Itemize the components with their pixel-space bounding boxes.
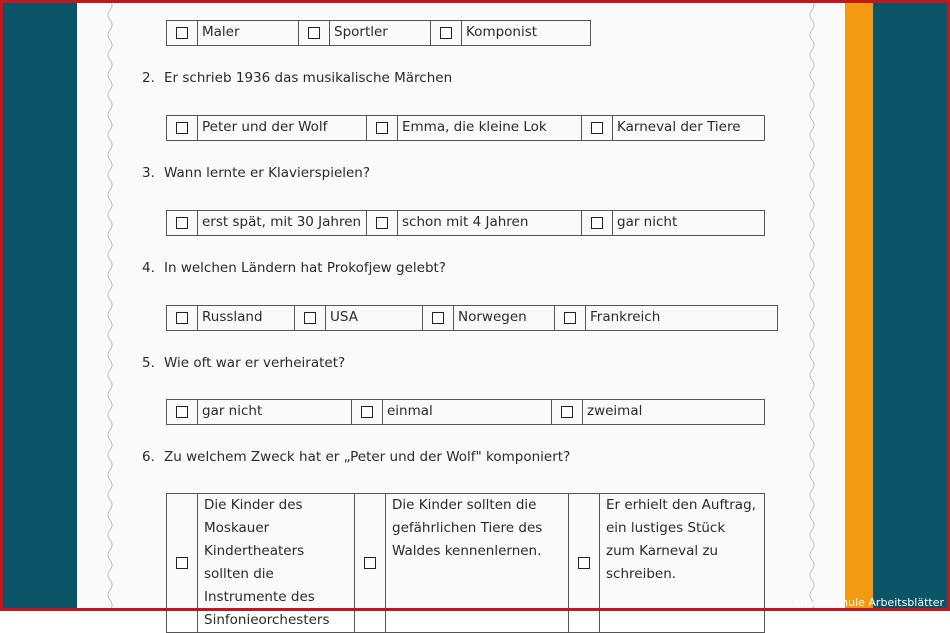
- question-text: In welchen Ländern hat Prokofjew gelebt?: [164, 260, 446, 276]
- q6-checkbox-3[interactable]: [569, 494, 600, 633]
- q1-option-3: Komponist: [462, 21, 591, 46]
- checkbox-icon: [591, 217, 603, 229]
- checkbox-icon: [308, 27, 320, 39]
- q1-checkbox-1[interactable]: [167, 21, 198, 46]
- checkbox-icon: [176, 217, 188, 229]
- checkbox-icon: [564, 312, 576, 324]
- checkbox-icon: [376, 122, 388, 134]
- q4-checkbox-4[interactable]: [555, 306, 586, 331]
- checkbox-icon: [176, 122, 188, 134]
- q6-option-3: Er erhielt den Auftrag, ein lustiges Stück zum Karneval zu schreiben.: [600, 494, 765, 633]
- q5-checkbox-3[interactable]: [552, 400, 583, 425]
- question-text: Wie oft war er verheiratet?: [164, 355, 346, 371]
- q2-options: [166, 115, 765, 141]
- q4-option-4: Frankreich: [586, 306, 778, 331]
- q6-option-1: Die Kinder des Moskauer Kindertheaters sollten die Instrumente des Sinfonieorchesters: [198, 494, 355, 633]
- checkbox-icon: [176, 312, 188, 324]
- q3-option-3: gar nicht: [613, 211, 765, 236]
- q3-checkbox-3[interactable]: [582, 211, 613, 236]
- checkbox-icon: [440, 27, 452, 39]
- question-text: Wann lernte er Klavierspielen?: [164, 165, 371, 181]
- question-5: [142, 355, 345, 371]
- q5-checkbox-2[interactable]: [352, 400, 383, 425]
- q4-checkbox-2[interactable]: [295, 306, 326, 331]
- q3-checkbox-2[interactable]: [367, 211, 398, 236]
- right-teal-band: [873, 0, 950, 611]
- q4-options: [166, 305, 778, 331]
- q5-checkbox-1[interactable]: [167, 400, 198, 425]
- q3-options: [166, 210, 765, 236]
- q5-options: [166, 399, 765, 425]
- q2-option-3: Karneval der Tiere: [613, 116, 765, 141]
- orange-stripe: [845, 0, 873, 611]
- q2-checkbox-3[interactable]: [582, 116, 613, 141]
- question-number: 3.: [142, 165, 155, 181]
- q1-option-2: Sportler: [330, 21, 431, 46]
- question-6: [142, 449, 570, 465]
- question-2: [142, 70, 452, 86]
- q1-option-1: Maler: [198, 21, 299, 46]
- checkbox-icon: [561, 406, 573, 418]
- checkbox-icon: [176, 406, 188, 418]
- right-wavy-border: [807, 0, 817, 611]
- q2-checkbox-1[interactable]: [167, 116, 198, 141]
- q2-checkbox-2[interactable]: [367, 116, 398, 141]
- q6-checkbox-1[interactable]: [167, 494, 198, 633]
- q3-option-1: erst spät, mit 30 Jahren: [198, 211, 367, 236]
- question-number: 2.: [142, 70, 155, 86]
- q1-checkbox-2[interactable]: [299, 21, 330, 46]
- question-3: [142, 165, 370, 181]
- question-4: [142, 260, 446, 276]
- checkbox-icon: [361, 406, 373, 418]
- q3-option-2: schon mit 4 Jahren: [398, 211, 582, 236]
- q6-checkbox-2[interactable]: [355, 494, 386, 633]
- q3-checkbox-1[interactable]: [167, 211, 198, 236]
- q4-checkbox-1[interactable]: [167, 306, 198, 331]
- checkbox-icon: [304, 312, 316, 324]
- q4-checkbox-3[interactable]: [423, 306, 454, 331]
- q1-options: [166, 20, 591, 46]
- q4-option-1: Russland: [198, 306, 295, 331]
- q2-option-2: Emma, die kleine Lok: [398, 116, 582, 141]
- q5-option-3: zweimal: [583, 400, 765, 425]
- question-text: Zu welchem Zweck hat er „Peter und der Wolf" komponiert?: [164, 449, 571, 465]
- checkbox-icon: [578, 557, 590, 569]
- watermark: Grundschule Arbeitsblätter: [795, 596, 944, 609]
- checkbox-icon: [376, 217, 388, 229]
- checkbox-icon: [176, 27, 188, 39]
- checkbox-icon: [591, 122, 603, 134]
- question-number: 4.: [142, 260, 155, 276]
- question-number: 6.: [142, 449, 155, 465]
- left-wavy-border: [105, 0, 115, 611]
- q4-option-3: Norwegen: [454, 306, 555, 331]
- q4-option-2: USA: [326, 306, 423, 331]
- q6-option-2: Die Kinder sollten die gefährlichen Tiere des Waldes kennenlernen.: [386, 494, 569, 633]
- q1-checkbox-3[interactable]: [431, 21, 462, 46]
- checkbox-icon: [364, 557, 376, 569]
- question-text: Er schrieb 1936 das musikalische Märchen: [164, 70, 453, 86]
- left-teal-band: [0, 0, 77, 611]
- checkbox-icon: [176, 557, 188, 569]
- q2-option-1: Peter und der Wolf: [198, 116, 367, 141]
- q6-options: [166, 493, 765, 633]
- q5-option-1: gar nicht: [198, 400, 352, 425]
- question-number: 5.: [142, 355, 155, 371]
- q5-option-2: einmal: [383, 400, 552, 425]
- checkbox-icon: [432, 312, 444, 324]
